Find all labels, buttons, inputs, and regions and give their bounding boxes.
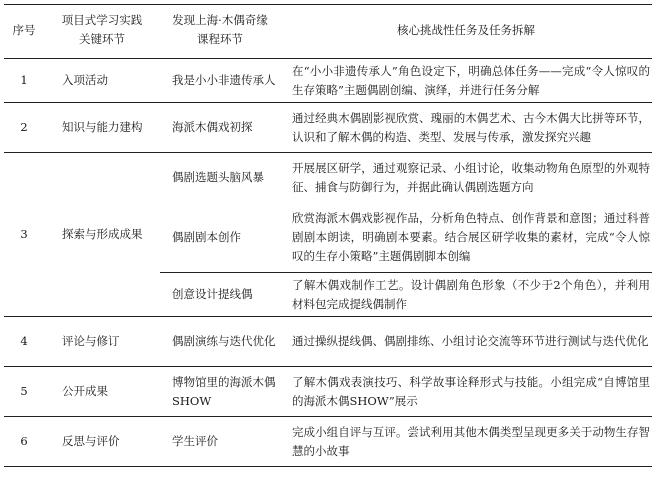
- table-row: [4, 153, 652, 203]
- row-core-task: 了解木偶戏表演技巧、科学故事诠释形式与技能。小组完成“自博馆里的海派木偶SHOW”展示: [280, 367, 652, 417]
- header-course-link-text: 发现上海·木偶奇缘: [172, 13, 268, 27]
- row-core-task: 完成小组自评与互评。尝试利用其他木偶类型呈现更多关于动物生存智慧的小故事: [280, 417, 652, 467]
- header-row: [4, 5, 652, 59]
- project-learning-table: [4, 4, 652, 467]
- table-row: [4, 417, 652, 467]
- table-header: [4, 5, 652, 59]
- row-number: 5: [4, 367, 44, 417]
- row-number: 4: [4, 317, 44, 367]
- row-key-link: 知识与能力建构: [44, 103, 160, 153]
- row-key-link: 入项活动: [62, 73, 108, 87]
- header-key-link-text: 项目式学习实践: [61, 13, 143, 27]
- row-core-task: 欣赏海派木偶戏影视作品，分析角色特点、创作背景和意图；通过科普剧剧本朗读，明确剧本要素。结合展区研学收集的素材，完成“令人惊叹的生存小策略”主题偶剧脚本创编: [292, 210, 650, 263]
- row-core-task: 通过操纵提线偶、偶剧排练、小组讨论交流等环节进行测试与迭代优化: [280, 317, 652, 367]
- row-core-task: 通过经典木偶剧影视欣赏、瑰丽的木偶艺术、古今木偶大比拼等环节，认识和了解木偶的构造、类型、发展与传承，激发探究兴趣: [280, 103, 652, 153]
- row-number: 6: [4, 417, 44, 467]
- row-course-link: 偶剧剧本创作: [172, 229, 241, 244]
- row-course-link: 偶剧选题头脑风暴: [160, 153, 280, 203]
- row-key-link: 评论与修订: [44, 317, 160, 367]
- table-row: [4, 59, 652, 103]
- row-key-link: 反思与评价: [44, 417, 160, 467]
- row-number: 3: [4, 153, 44, 317]
- row-core-task: 在“小小非遗传承人”角色设定下，明确总体任务——完成“令人惊叹的生存策略”主题偶剧创编、演绎，并进行任务分解: [292, 63, 650, 97]
- row-core-task: 了解木偶戏制作工艺。设计偶剧角色形象（不少于2个角色），并利用材料包完成提线偶制作: [280, 273, 652, 317]
- row-core-task: 开展展区研学，通过观察记录、小组讨论，收集动物角色原型的外观特征、捕食与防御行为，并据此确认偶剧选题方向: [280, 153, 652, 203]
- table-row: [4, 317, 652, 367]
- row-course-link: 海派木偶戏初探: [160, 103, 280, 153]
- header-key-link: 项目式学习实践 关键环节: [44, 5, 160, 59]
- header-number: 序号: [4, 5, 44, 59]
- row-course-link: 偶剧演练与迭代优化: [160, 317, 280, 367]
- row-key-link: 探索与形成成果: [44, 153, 160, 317]
- row-key-link: 公开成果: [44, 367, 160, 417]
- table-body: [4, 59, 652, 467]
- row-course-link: 博物馆里的海派木偶 SHOW: [160, 367, 280, 417]
- row-course-link: 创意设计提线偶: [160, 273, 280, 317]
- row-course-link: 学生评价: [160, 417, 280, 467]
- row-course-link: 我是小小非遗传承人: [172, 73, 276, 87]
- header-course-link: 发现上海·木偶奇缘 课程环节: [160, 5, 280, 59]
- row-number: 1: [20, 73, 28, 87]
- project-learning-table-container: [4, 4, 652, 467]
- table-row: [4, 103, 652, 153]
- header-core-task: 核心挑战性任务及任务拆解: [280, 5, 652, 59]
- row-number: 2: [4, 103, 44, 153]
- table-row: [4, 367, 652, 417]
